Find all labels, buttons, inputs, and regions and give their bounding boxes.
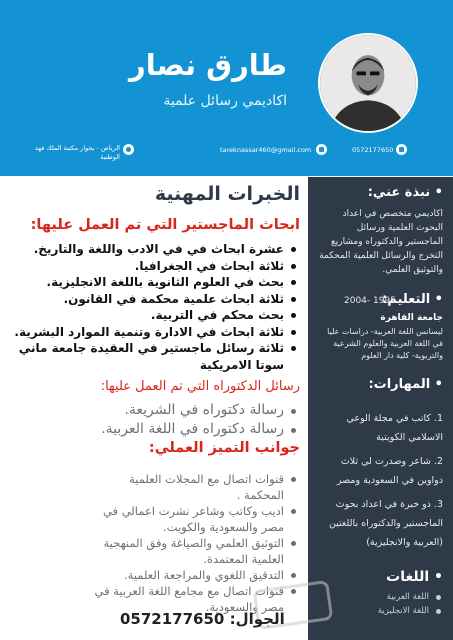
contact-phone[interactable]: 0572177650: [352, 146, 394, 154]
list-item: عشرة ابحاث في في الادب واللغة والتاريخ.: [0, 241, 284, 258]
skill-item: 1. كاتب في مجلة الوعي الاسلامي الكويتية: [346, 413, 443, 443]
education-text: ليسانس اللغة العربية- دراسات عليا في اللغة العربية والعلوم الشرعية والتربوية- كلية دار العلوم: [327, 327, 443, 360]
education-university: جامعة القاهرة: [380, 313, 443, 323]
sidebar: [308, 177, 453, 640]
list-item: رسالة دكتوراه في اللغة العربية.: [101, 421, 284, 437]
contact-email[interactable]: tareknassar460@gmail.com: [220, 146, 312, 154]
list-item: التدقيق اللغوي والمراجعة العلمية.: [94, 567, 284, 583]
phd-list: [101, 401, 298, 439]
email-icon: [316, 144, 327, 155]
person-name: طارق نصار: [129, 48, 287, 82]
skill-item: 3. ذو خبرة في اعداد بحوث الماجستير والدكتوراه باللغتين (العربية والانجليزية): [328, 499, 443, 548]
list-item: ثلاثة ابحاث علمية محكمة في القانون.: [0, 291, 284, 308]
masters-heading: ابحاث الماجستير التي تم العمل عليها:: [30, 217, 300, 233]
location-icon: [123, 144, 134, 155]
list-item: اديب وكاتب وشاعر نشرت اعمالي في مصر والسعودية والكويت.: [94, 503, 284, 535]
phd-heading: رسائل الدكتوراه التي تم العمل عليها:: [100, 379, 300, 394]
list-item: رسالة دكتوراه في الشريعة.: [101, 401, 284, 420]
list-item: بحث في العلوم الثانوية باللغة الانجليزية.: [0, 274, 284, 291]
profile-photo: [318, 33, 418, 133]
languages-list: [378, 590, 443, 618]
header-banner: [0, 0, 453, 138]
languages-heading: • اللغات: [386, 569, 443, 585]
mobile-number[interactable]: الجوال: 0572177650: [120, 610, 285, 628]
list-item: قنوات اتصال مع المجلات العلمية المحكمة .: [94, 471, 284, 503]
masters-list: [0, 241, 298, 373]
education-years: 2004- 1995: [344, 296, 396, 306]
about-text: اكاديمي متخصص في اعداد البحوث العلمية ورسائل الماجستير والدكتوراه ومشاريع التخرج والرسائل العلمية المحكمة والتوثيق العلمي.: [319, 209, 443, 275]
language-item: اللغة الانجليزية: [377, 606, 429, 616]
contact-address: الرياض - بجوار مكتبة الملك فهد الوطنية: [34, 144, 120, 161]
phone-icon: [396, 144, 407, 155]
list-item: ثلاثة ابحاث في الادارة وتنمية الموارد البشرية.: [0, 324, 284, 341]
skills-heading: • المهارات:: [368, 377, 443, 392]
list-item: ثلاثة ابحاث في الجغرافيا.: [0, 258, 284, 275]
person-icon: [320, 35, 416, 131]
skill-item: 2. شاعر وصدرت لي ثلاث دواوين في السعودية ومصر: [336, 456, 443, 486]
language-item: اللغة العربية: [378, 590, 429, 604]
excellence-heading: جوانب التميز العملي:: [148, 440, 300, 456]
about-heading: • نبذة عني:: [367, 185, 443, 200]
main-content: [0, 177, 308, 640]
list-item: ثلاثة رسائل ماجستير في العقيدة جامعة ماني سوتا الامريكية: [0, 340, 284, 373]
contact-bar: [0, 138, 453, 176]
list-item: التوثيق العلمي والصياغة وفق المنهجية العلمية المعتمدة.: [94, 535, 284, 567]
education-heading: • التعليم:: [382, 292, 443, 307]
list-item: بحث محكم في التربية.: [0, 307, 284, 324]
job-title: اكاديمي رسائل علمية: [163, 93, 287, 109]
list-item: قنوات اتصال مع مجامع اللغة العربية في مصر والسعودية.: [94, 584, 284, 614]
experience-title: الخبرات المهنية: [154, 183, 300, 205]
